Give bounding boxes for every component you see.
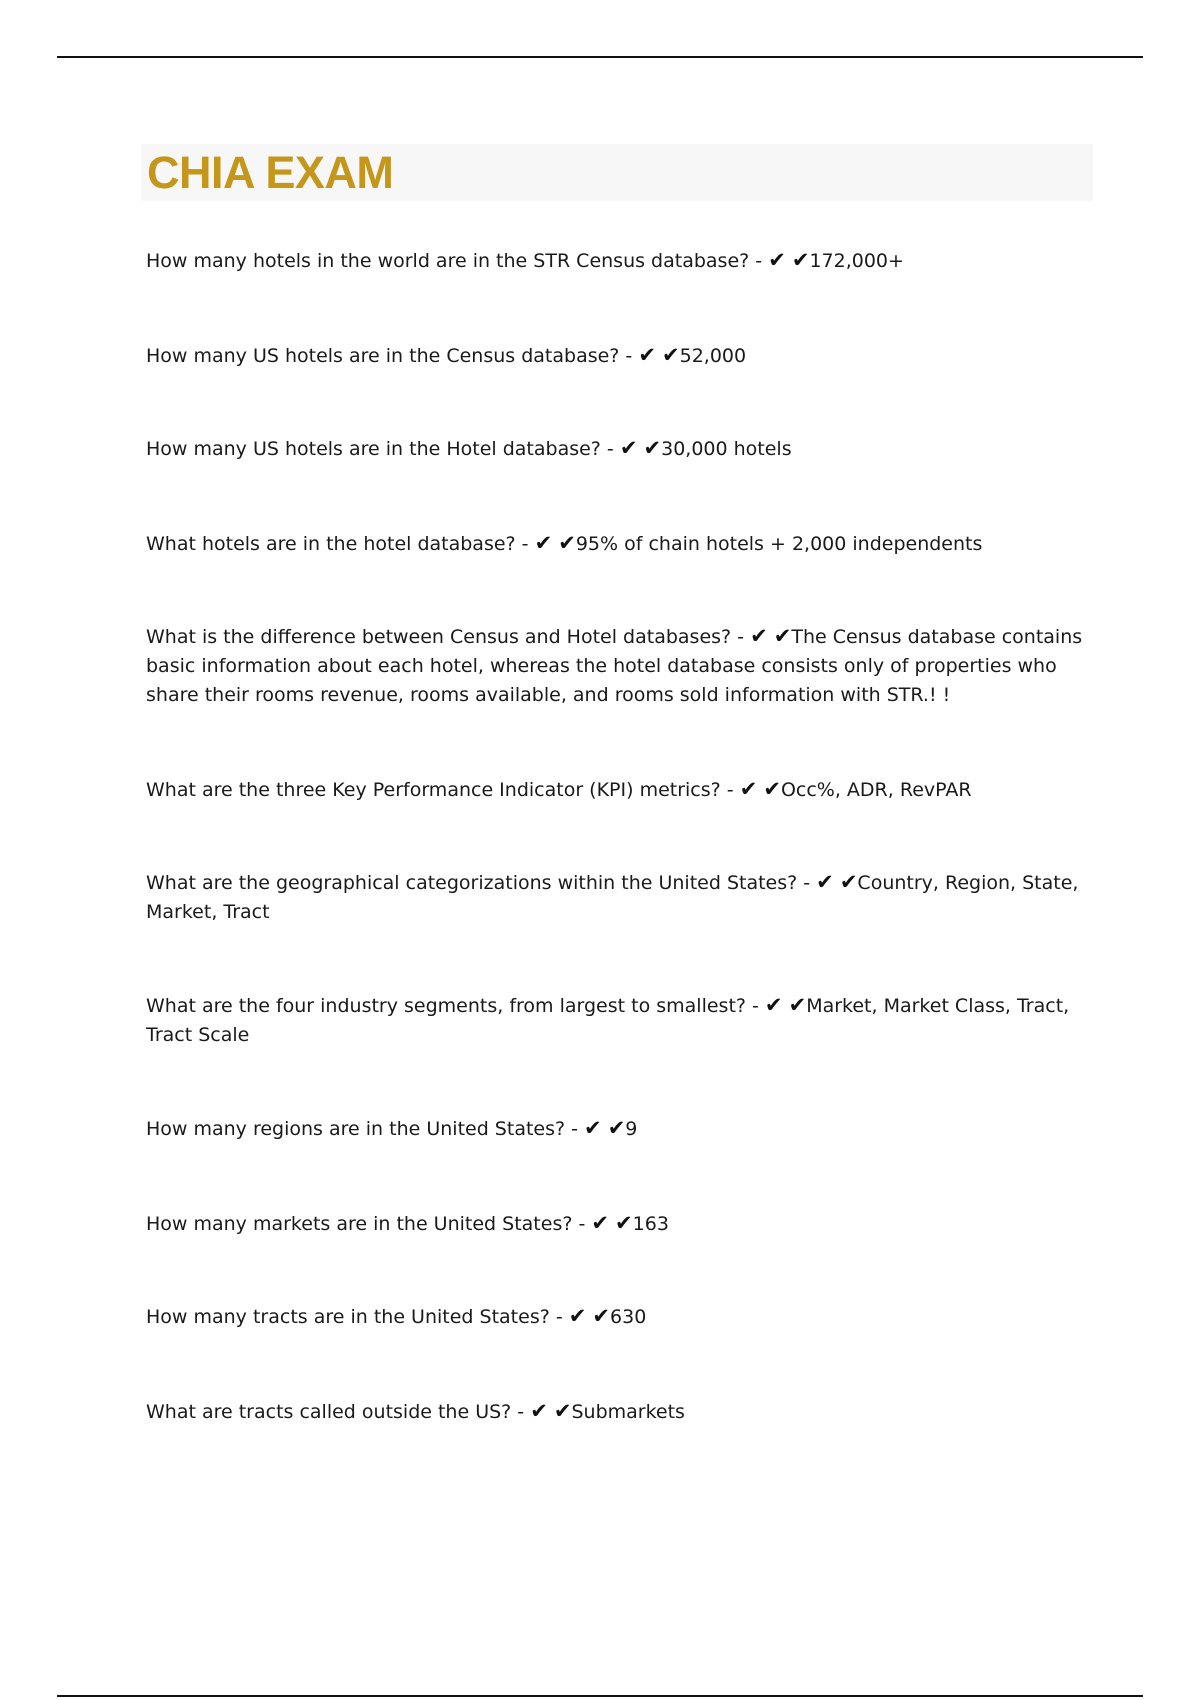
check-icon: ✔ bbox=[619, 436, 638, 460]
title-band bbox=[141, 144, 1093, 201]
check-icon: ✔ bbox=[763, 777, 781, 801]
answer-text: Market, Market Class, Tract, Tract Scale bbox=[146, 995, 1070, 1046]
check-icon: ✔ bbox=[638, 343, 656, 367]
check-icon: ✔ bbox=[739, 777, 758, 801]
check-icon: ✔ bbox=[592, 1304, 611, 1328]
top-rule bbox=[57, 56, 1143, 58]
question-text: What are the three Key Performance Indicator (KPI) metrics? - bbox=[146, 779, 734, 801]
qa-item-9 bbox=[146, 1114, 1086, 1144]
question-text: What are tracts called outside the US? - bbox=[146, 1401, 525, 1423]
qa-item-2 bbox=[146, 341, 1086, 371]
answer-text: 9 bbox=[625, 1118, 638, 1140]
question-text: What hotels are in the hotel database? - bbox=[146, 533, 529, 555]
bottom-rule bbox=[57, 1695, 1143, 1697]
question-text: How many hotels in the world are in the STR Census database? - bbox=[146, 250, 763, 272]
check-icon: ✔ bbox=[591, 1211, 609, 1235]
answer-text: 172,000+ bbox=[809, 250, 904, 272]
answer-text: 52,000 bbox=[679, 345, 747, 367]
check-icon: ✔ bbox=[534, 531, 553, 555]
qa-item-8 bbox=[146, 991, 1086, 1050]
question-text: How many US hotels are in the Census database? - bbox=[146, 345, 633, 367]
check-icon: ✔ bbox=[750, 624, 768, 648]
check-icon: ✔ bbox=[764, 993, 783, 1017]
page-title: CHIA EXAM bbox=[147, 147, 394, 198]
question-text: How many US hotels are in the Hotel database? - bbox=[146, 438, 614, 460]
check-icon: ✔ bbox=[839, 870, 858, 894]
qa-item-3 bbox=[146, 434, 1086, 464]
qa-item-10 bbox=[146, 1209, 1086, 1239]
check-icon: ✔ bbox=[615, 1211, 633, 1235]
check-icon: ✔ bbox=[662, 343, 680, 367]
check-icon: ✔ bbox=[607, 1116, 626, 1140]
check-icon: ✔ bbox=[643, 436, 662, 460]
answer-text: The Census database contains basic information about each hotel, whereas the hotel database consists only of properties who share their rooms revenue, rooms available, and rooms sold information with STR.! ! bbox=[146, 626, 1083, 706]
answer-text: Occ%, ADR, RevPAR bbox=[780, 779, 972, 801]
answer-text: Country, Region, State, Market, Tract bbox=[146, 872, 1079, 923]
answer-text: 95% of chain hotels + 2,000 independents bbox=[575, 533, 983, 555]
answer-text: Submarkets bbox=[571, 1401, 685, 1423]
question-text: How many markets are in the United States? - bbox=[146, 1213, 586, 1235]
check-icon: ✔ bbox=[558, 531, 576, 555]
question-text: How many regions are in the United States? - bbox=[146, 1118, 578, 1140]
check-icon: ✔ bbox=[530, 1399, 548, 1423]
check-icon: ✔ bbox=[773, 624, 792, 648]
question-text: What is the difference between Census and Hotel databases? - bbox=[146, 626, 745, 648]
check-icon: ✔ bbox=[788, 993, 807, 1017]
check-icon: ✔ bbox=[768, 248, 786, 272]
question-text: What are the four industry segments, from largest to smallest? - bbox=[146, 995, 759, 1017]
question-text: How many tracts are in the United States? - bbox=[146, 1306, 563, 1328]
check-icon: ✔ bbox=[791, 248, 810, 272]
check-icon: ✔ bbox=[568, 1304, 587, 1328]
qa-item-11 bbox=[146, 1302, 1086, 1332]
check-icon: ✔ bbox=[584, 1116, 602, 1140]
answer-text: 630 bbox=[610, 1306, 647, 1328]
qa-item-5 bbox=[146, 622, 1086, 710]
answer-text: 163 bbox=[632, 1213, 669, 1235]
answer-text: 30,000 hotels bbox=[661, 438, 792, 460]
qa-item-6 bbox=[146, 775, 1086, 805]
qa-item-7 bbox=[146, 868, 1086, 927]
question-text: What are the geographical categorizations within the United States? - bbox=[146, 872, 811, 894]
qa-item-12 bbox=[146, 1397, 1086, 1427]
qa-item-4 bbox=[146, 529, 1086, 559]
qa-item-1 bbox=[146, 246, 1086, 276]
check-icon: ✔ bbox=[816, 870, 834, 894]
check-icon: ✔ bbox=[553, 1399, 572, 1423]
